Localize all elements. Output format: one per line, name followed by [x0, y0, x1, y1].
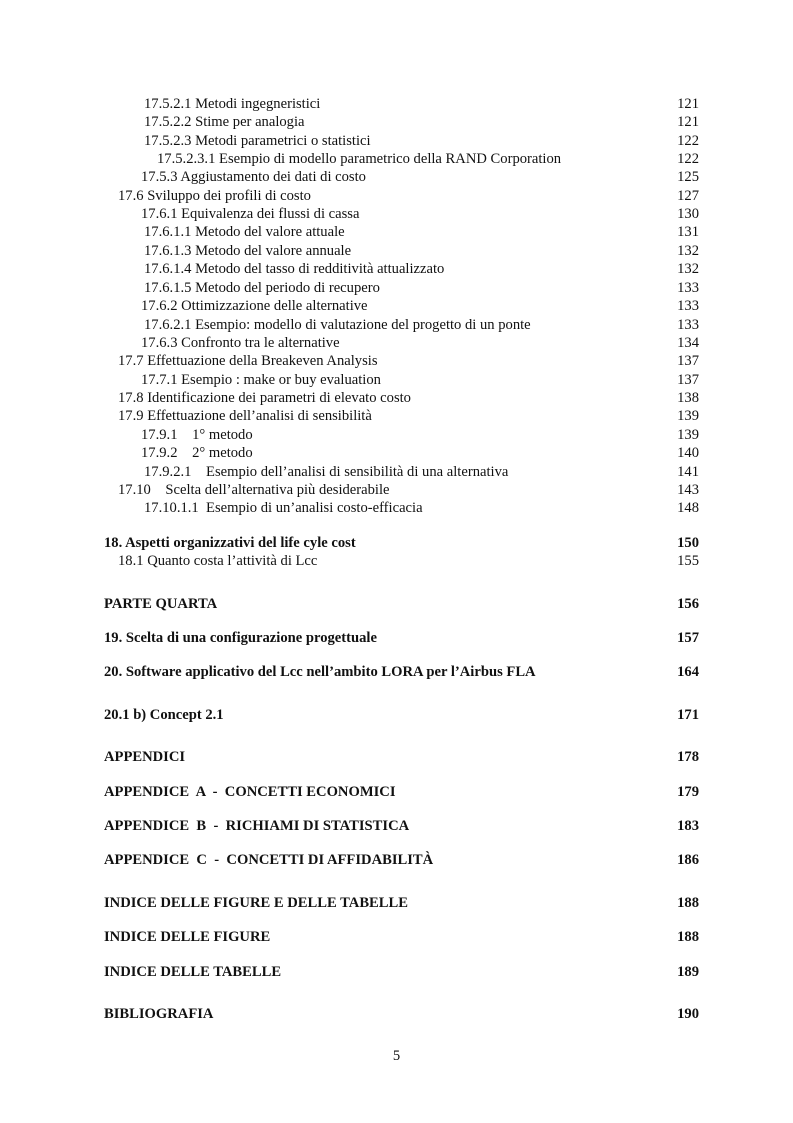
toc-entry	[0, 352, 793, 370]
toc-entry	[0, 150, 793, 168]
toc-chapter	[0, 928, 793, 946]
toc-entry-page: 131	[677, 224, 699, 240]
toc-entry	[0, 279, 793, 297]
toc-entry-title: BIBLIOGRAFIA	[104, 1006, 214, 1022]
toc-entry	[0, 334, 793, 352]
toc-entry-title: 17.9.2.1 Esempio dell’analisi di sensibilità di una alternativa	[144, 464, 509, 480]
toc-chapter	[0, 663, 793, 681]
toc-entry-title: 18. Aspetti organizzativi del life cyle cost	[104, 535, 356, 551]
toc-entry	[0, 407, 793, 425]
toc-chapter	[0, 783, 793, 801]
toc-entry-page: 133	[677, 298, 699, 314]
toc-entry	[0, 371, 793, 389]
toc-entry-title: 17.10 Scelta dell’alternativa più desiderabile	[118, 482, 390, 498]
toc-entry-page: 122	[677, 151, 699, 167]
toc-entry	[0, 168, 793, 186]
toc-chapter	[0, 595, 793, 613]
toc-chapter	[0, 629, 793, 647]
toc-entry-title: 17.6.2 Ottimizzazione delle alternative	[141, 298, 368, 314]
toc-entry-page: 122	[677, 133, 699, 149]
toc-entry-title: 20. Software applicativo del Lcc nell’ambito LORA per l’Airbus FLA	[104, 664, 536, 680]
toc-entry-title: APPENDICE C - CONCETTI DI AFFIDABILITÀ	[104, 852, 434, 868]
page-number: 5	[392, 1048, 401, 1064]
toc-entry	[0, 499, 793, 517]
toc-entry-page: 127	[677, 188, 699, 204]
toc-entry-page: 121	[677, 114, 699, 130]
toc-entry-title: 17.5.2.1 Metodi ingegneristici	[144, 96, 321, 112]
toc-entry-page: 186	[677, 852, 699, 868]
toc-chapter	[0, 1005, 793, 1023]
toc-entry-title: 17.6.3 Confronto tra le alternative	[141, 335, 340, 351]
toc-entry-page: 121	[677, 96, 699, 112]
toc-entry	[0, 223, 793, 241]
toc-entry-page: 156	[677, 596, 699, 612]
toc-entry	[0, 444, 793, 462]
toc-entry-title: 17.9.2 2° metodo	[141, 445, 253, 461]
toc-chapter	[0, 534, 793, 552]
toc-entry-page: 132	[677, 261, 699, 277]
toc-entry-page: 141	[677, 464, 699, 480]
toc-entry-title: PARTE QUARTA	[104, 596, 218, 612]
toc-entry-title: 17.6 Sviluppo dei profili di costo	[118, 188, 311, 204]
toc-entry-page: 139	[677, 408, 699, 424]
toc-entry-page: 150	[677, 535, 699, 551]
toc-entry-title: 17.9 Effettuazione dell’analisi di sensibilità	[118, 408, 372, 424]
toc-entry-page: 190	[677, 1006, 699, 1022]
toc-entry-page: 125	[677, 169, 699, 185]
toc-entry	[0, 463, 793, 481]
toc-entry-page: 171	[677, 707, 699, 723]
toc-chapter	[0, 817, 793, 835]
toc-entry-title: 17.9.1 1° metodo	[141, 427, 253, 443]
toc-entry-page: 148	[677, 500, 699, 516]
toc-entry-title: 17.7 Effettuazione della Breakeven Analysis	[118, 353, 378, 369]
toc-entry-page: 143	[677, 482, 699, 498]
toc-entry-title: 17.5.2.2 Stime per analogia	[144, 114, 305, 130]
toc-entry-title: 17.6.1.3 Metodo del valore annuale	[144, 243, 352, 259]
toc-entry-title: 17.5.2.3 Metodi parametrici o statistici	[144, 133, 371, 149]
toc-entry-title: 17.8 Identificazione dei parametri di elevato costo	[118, 390, 411, 406]
toc-entry	[0, 552, 793, 570]
toc-chapter	[0, 851, 793, 869]
toc-entry-title: 17.6.1.1 Metodo del valore attuale	[144, 224, 345, 240]
toc-entry-title: 20.1 b) Concept 2.1	[104, 707, 224, 723]
toc-entry-title: 17.5.2.3.1 Esempio di modello parametrico della RAND Corporation	[157, 151, 562, 167]
toc-chapter	[0, 963, 793, 981]
toc-entry	[0, 132, 793, 150]
toc-entry-page: 155	[677, 553, 699, 569]
toc-chapter	[0, 706, 793, 724]
toc-entry-page: 132	[677, 243, 699, 259]
toc-entry	[0, 426, 793, 444]
toc-entry	[0, 260, 793, 278]
toc-entry	[0, 242, 793, 260]
toc-entry	[0, 187, 793, 205]
toc-entry-page: 130	[677, 206, 699, 222]
toc-entry-title: APPENDICI	[104, 749, 186, 765]
toc-entry	[0, 297, 793, 315]
toc-entry	[0, 95, 793, 113]
toc-entry-page: 157	[677, 630, 699, 646]
toc-entry	[0, 389, 793, 407]
toc-entry-page: 189	[677, 964, 699, 980]
toc-entry-title: 17.10.1.1 Esempio di un’analisi costo-efficacia	[144, 500, 423, 516]
toc-entry-page: 178	[677, 749, 699, 765]
toc-entry-page: 183	[677, 818, 699, 834]
toc-entry-title: 17.6.2.1 Esempio: modello di valutazione del progetto di un ponte	[144, 317, 531, 333]
toc-entry-page: 188	[677, 895, 699, 911]
toc-entry-page: 137	[677, 372, 699, 388]
toc-entry-title: 17.7.1 Esempio : make or buy evaluation	[141, 372, 381, 388]
toc-entry-page: 137	[677, 353, 699, 369]
toc-entry-page: 188	[677, 929, 699, 945]
toc-entry	[0, 316, 793, 334]
toc-entry-title: 19. Scelta di una configurazione progettuale	[104, 630, 377, 646]
toc-entry-page: 138	[677, 390, 699, 406]
toc-entry-title: 17.5.3 Aggiustamento dei dati di costo	[141, 169, 366, 185]
toc-entry-title: APPENDICE A - CONCETTI ECONOMICI	[104, 784, 396, 800]
toc-entry-title: 17.6.1 Equivalenza dei flussi di cassa	[141, 206, 360, 222]
toc-entry-title: INDICE DELLE TABELLE	[104, 964, 282, 980]
toc-entry-title: INDICE DELLE FIGURE	[104, 929, 271, 945]
toc-entry-title: 18.1 Quanto costa l’attività di Lcc	[118, 553, 318, 569]
toc-entry-page: 134	[677, 335, 699, 351]
toc-chapter	[0, 748, 793, 766]
toc-entry-title: INDICE DELLE FIGURE E DELLE TABELLE	[104, 895, 408, 911]
toc-entry-page: 133	[677, 280, 699, 296]
toc-entry	[0, 113, 793, 131]
toc-entry-page: 133	[677, 317, 699, 333]
toc-entry-title: APPENDICE B - RICHIAMI DI STATISTICA	[104, 818, 410, 834]
toc-entry-page: 140	[677, 445, 699, 461]
toc-entry-page: 164	[677, 664, 699, 680]
toc-entry-title: 17.6.1.5 Metodo del periodo di recupero	[144, 280, 380, 296]
toc-entry-page: 179	[677, 784, 699, 800]
toc-entry-page: 139	[677, 427, 699, 443]
toc-entry	[0, 481, 793, 499]
toc-chapter	[0, 894, 793, 912]
toc-entry	[0, 205, 793, 223]
toc-entry-title: 17.6.1.4 Metodo del tasso di redditività attualizzato	[144, 261, 445, 277]
